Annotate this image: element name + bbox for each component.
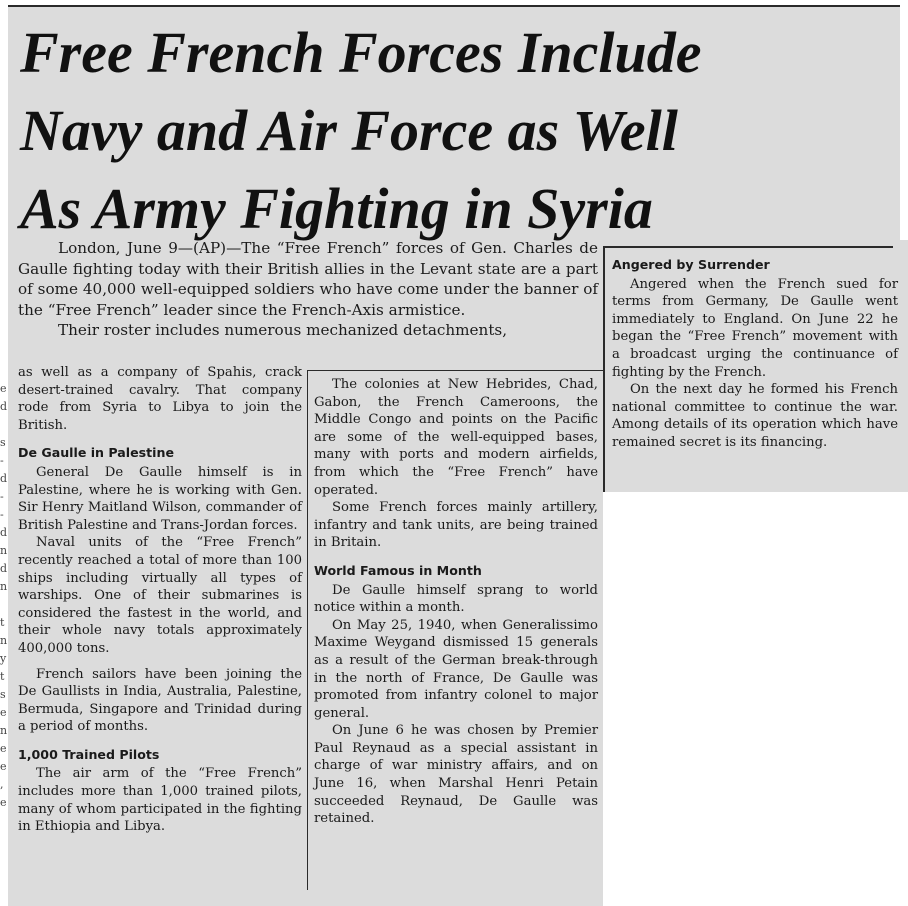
headline-line-3: As Army Fighting in Syria [20, 176, 653, 241]
margin-fragment: y [0, 652, 7, 665]
margin-fragment: s [0, 436, 6, 449]
col1-paragraph-1: as well as a company of Spahis, crack desert-trained cavalry. That company rode from Syria to Libya to join the British. [18, 365, 302, 433]
col3-paragraph-1: Angered when the French sued for terms from Germany, De Gaulle went immediately to England. On June 22 he began the “Free French” movement with a broadcast urging the continuance of fighting by the French. [612, 276, 898, 380]
headline-line-1: Free French Forces Include [20, 20, 702, 85]
col1-paragraph-3: Naval units of the “Free French” recently reached a total of more than 100 ships including virtually all types of warships. One of their submarines is considered the fastest in the world, and their whole navy totals approximately 400,000 tons. [18, 535, 302, 656]
margin-fragment: e [0, 382, 7, 395]
col2-paragraph-5: On June 6 he was chosen by Premier Paul Reynaud as a special assistant in charge of war ministry affairs, and on June 16, when Marshal Henri Petain succeeded Reynaud, De Gaulle was retained. [314, 723, 598, 827]
margin-fragment: s [0, 688, 6, 701]
lead-roster-paragraph: Their roster includes numerous mechanized detachments, [58, 321, 508, 339]
lead-dateline-paragraph: London, June 9—(AP)—The “Free French” forces of Gen. Charles de Gaulle fighting today with their British allies in the Levant state are a part of some 40,000 well-equipped soldiers who have come under the banner of the “Free French” leader since the French-Axis armistice. [18, 239, 598, 319]
margin-fragment: n [0, 580, 8, 593]
col3-paragraph-2: On the next day he formed his French national committee to continue the war. Among details of its operation which have remained secret is its financing. [612, 382, 898, 450]
lead-text [18, 238, 598, 341]
margin-fragment: t [0, 616, 5, 629]
margin-fragment: d [0, 562, 8, 575]
margin-fragment: e [0, 742, 7, 755]
margin-fragment: n [0, 634, 8, 647]
col2-subhead-1: World Famous in Month [314, 562, 482, 578]
margin-fragment: e [0, 796, 7, 809]
margin-fragment: - [0, 490, 4, 503]
margin-fragment [0, 596, 10, 614]
col2-paragraph-3: De Gaulle himself sprang to world notice within a month. [314, 582, 598, 616]
col1-paragraph-2: General De Gaulle himself is in Palestine, where he is working with Gen. Sir Henry Maitland Wilson, commander of British Palestine and Trans-Jordan forces. [18, 464, 302, 533]
column-divider-right [603, 248, 605, 492]
col2-paragraph-4: On May 25, 1940, when Generalissimo Maxime Weygand dismissed 15 generals as a result of the German break-through in the north of France, De Gaulle was promoted from infantry colonel to major general. [314, 617, 598, 721]
margin-fragment: e [0, 706, 7, 719]
margin-fragment: d [0, 400, 8, 413]
column-divider-middle-top [307, 370, 603, 371]
column-divider-middle [307, 370, 308, 890]
column-3 [612, 256, 898, 452]
margin-fragment: , [0, 778, 4, 791]
col3-subhead-1: Angered by Surrender [612, 257, 770, 272]
top-rule [8, 5, 900, 7]
margin-fragment: e [0, 760, 7, 773]
col1-paragraph-4: French sailors have been joining the De Gaullists in India, Australia, Palestine, Bermuda, Singapore and Trinidad during a period of months. [18, 666, 302, 735]
col1-paragraph-5: The air arm of the “Free French” includes more than 1,000 trained pilots, many of whom participated in the fighting in Ethiopia and Libya. [18, 766, 302, 835]
margin-fragment [0, 416, 10, 434]
left-margin-fragments [0, 380, 10, 812]
margin-fragment: n [0, 544, 8, 557]
col1-subhead-1: De Gaulle in Palestine [18, 445, 174, 461]
headline-line-2: Navy and Air Force as Well [20, 98, 678, 163]
column-1 [18, 364, 302, 836]
margin-fragment: n [0, 724, 8, 737]
col1-subhead-2: 1,000 Trained Pilots [18, 746, 160, 762]
margin-fragment: t [0, 670, 5, 683]
margin-fragment: - [0, 508, 4, 521]
margin-fragment: - [0, 454, 4, 467]
headline [20, 14, 880, 248]
column-2 [314, 376, 598, 828]
col2-paragraph-2: Some French forces mainly artillery, infantry and tank units, are being trained in Britain. [314, 500, 598, 551]
col2-paragraph-1: The colonies at New Hebrides, Chad, Gabon, the French Cameroons, the Middle Congo and points on the Pacific are some of the well-equipped bases, many with ports and modern airfields, from which the “Free French” have operated. [314, 377, 598, 498]
margin-fragment: d [0, 526, 8, 539]
margin-fragment: d [0, 472, 8, 485]
